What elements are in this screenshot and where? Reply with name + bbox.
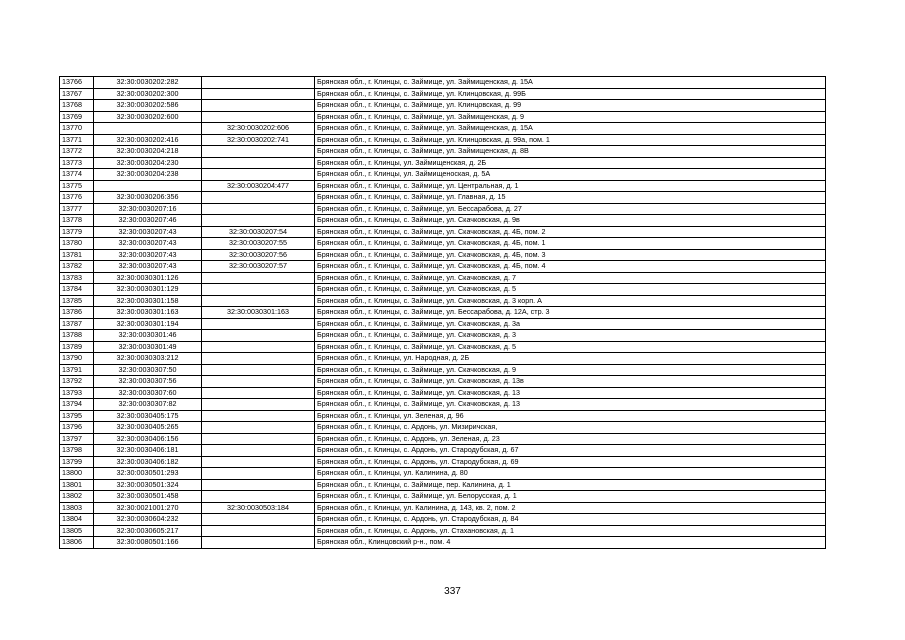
cadastral-number-2-cell xyxy=(202,525,315,537)
table-row xyxy=(60,111,826,123)
row-number-cell: 13778 xyxy=(60,215,94,227)
address-cell: Брянская обл., г. Клинцы, с. Ардонь, ул. Стародубская, д. 67 xyxy=(315,445,826,457)
cadastral-number-2-cell: 32:30:0030301:163 xyxy=(202,307,315,319)
cadastral-number-2-cell: 32:30:0030207:56 xyxy=(202,249,315,261)
cadastral-number-cell: 32:30:0030207:46 xyxy=(94,215,202,227)
row-number-cell: 13766 xyxy=(60,77,94,89)
table-row xyxy=(60,169,826,181)
address-cell: Брянская обл., г. Клинцы, с. Займище, ул. Скачковская, д. 13 xyxy=(315,387,826,399)
row-number-cell: 13793 xyxy=(60,387,94,399)
cadastral-number-cell: 32:30:0030202:600 xyxy=(94,111,202,123)
cadastral-number-2-cell xyxy=(202,88,315,100)
cadastral-number-cell: 32:30:0030301:158 xyxy=(94,295,202,307)
address-cell: Брянская обл., г. Клинцы, с. Займище, ул. Займищенская, д. 15А xyxy=(315,123,826,135)
row-number-cell: 13774 xyxy=(60,169,94,181)
row-number-cell: 13802 xyxy=(60,491,94,503)
address-cell: Брянская обл., Клинцовский р-н., пом. 4 xyxy=(315,537,826,549)
table-row xyxy=(60,203,826,215)
table-row xyxy=(60,284,826,296)
table-row xyxy=(60,88,826,100)
row-number-cell: 13775 xyxy=(60,180,94,192)
table-row xyxy=(60,514,826,526)
cadastral-number-2-cell xyxy=(202,410,315,422)
row-number-cell: 13796 xyxy=(60,422,94,434)
address-cell: Брянская обл., г. Клинцы, с. Займище, ул. Займищенская, д. 8В xyxy=(315,146,826,158)
address-cell: Брянская обл., г. Клинцы, с. Займище, ул. Скачковская, д. 4Б, пом. 3 xyxy=(315,249,826,261)
cadastral-number-cell: 32:30:0030501:324 xyxy=(94,479,202,491)
row-number-cell: 13780 xyxy=(60,238,94,250)
table-row xyxy=(60,215,826,227)
table-row xyxy=(60,341,826,353)
table-row xyxy=(60,180,826,192)
table-row xyxy=(60,134,826,146)
table-row xyxy=(60,318,826,330)
address-cell: Брянская обл., г. Клинцы, с. Займище, ул. Скачковская, д. 7 xyxy=(315,272,826,284)
cadastral-number-2-cell xyxy=(202,537,315,549)
address-cell: Брянская обл., г. Клинцы, с. Займище, ул. Клинцовская, д. 99а, пом. 1 xyxy=(315,134,826,146)
cadastral-number-cell: 32:30:0030301:49 xyxy=(94,341,202,353)
row-number-cell: 13801 xyxy=(60,479,94,491)
cadastral-number-cell: 32:30:0030307:56 xyxy=(94,376,202,388)
cadastral-number-cell: 32:30:0030301:126 xyxy=(94,272,202,284)
cadastral-number-2-cell: 32:30:0030207:54 xyxy=(202,226,315,238)
address-cell: Брянская обл., г. Клинцы, с. Займище, ул. Скачковская, д. 4Б, пом. 2 xyxy=(315,226,826,238)
table-row xyxy=(60,376,826,388)
address-cell: Брянская обл., г. Клинцы, с. Займище, ул. Белорусская, д. 1 xyxy=(315,491,826,503)
cadastral-number-cell: 32:30:0030501:458 xyxy=(94,491,202,503)
row-number-cell: 13798 xyxy=(60,445,94,457)
cadastral-number-2-cell xyxy=(202,341,315,353)
table-row xyxy=(60,387,826,399)
cadastral-number-2-cell xyxy=(202,295,315,307)
address-cell: Брянская обл., г. Клинцы, с. Займище, ул. Скачковская, д. 13в xyxy=(315,376,826,388)
row-number-cell: 13794 xyxy=(60,399,94,411)
page-number: 337 xyxy=(444,586,461,597)
cadastral-number-2-cell xyxy=(202,445,315,457)
table-row xyxy=(60,399,826,411)
table-row xyxy=(60,123,826,135)
row-number-cell: 13770 xyxy=(60,123,94,135)
cadastral-number-cell: 32:30:0030206:356 xyxy=(94,192,202,204)
cadastral-number-2-cell xyxy=(202,215,315,227)
cadastral-number-2-cell xyxy=(202,318,315,330)
cadastral-number-2-cell xyxy=(202,479,315,491)
cadastral-number-cell: 32:30:0030207:43 xyxy=(94,249,202,261)
table-row xyxy=(60,261,826,273)
row-number-cell: 13767 xyxy=(60,88,94,100)
cadastral-number-cell: 32:30:0030604:232 xyxy=(94,514,202,526)
table-row xyxy=(60,433,826,445)
row-number-cell: 13785 xyxy=(60,295,94,307)
cadastral-number-2-cell xyxy=(202,77,315,89)
address-cell: Брянская обл., г. Клинцы, с. Ардонь, ул. Зеленая, д. 23 xyxy=(315,433,826,445)
cadastral-number-cell: 32:30:0030301:46 xyxy=(94,330,202,342)
cadastral-number-cell: 32:30:0030207:43 xyxy=(94,261,202,273)
cadastral-number-cell: 32:30:0030207:16 xyxy=(94,203,202,215)
cadastral-number-cell: 32:30:0030303:212 xyxy=(94,353,202,365)
cadastral-number-2-cell xyxy=(202,468,315,480)
cadastral-number-2-cell xyxy=(202,111,315,123)
cadastral-number-cell: 32:30:0030202:282 xyxy=(94,77,202,89)
cadastral-number-2-cell xyxy=(202,169,315,181)
address-cell: Брянская обл., г. Клинцы, с. Займище, ул. Займищенская, д. 15А xyxy=(315,77,826,89)
cadastral-number-2-cell xyxy=(202,284,315,296)
row-number-cell: 13787 xyxy=(60,318,94,330)
cadastral-number-cell: 32:30:0030406:156 xyxy=(94,433,202,445)
address-cell: Брянская обл., г. Клинцы, с. Займище, ул. Скачковская, д. 3 xyxy=(315,330,826,342)
row-number-cell: 13806 xyxy=(60,537,94,549)
row-number-cell: 13786 xyxy=(60,307,94,319)
address-cell: Брянская обл., г. Клинцы, с. Ардонь, ул. Мизиричская, xyxy=(315,422,826,434)
cadastral-number-2-cell xyxy=(202,364,315,376)
row-number-cell: 13779 xyxy=(60,226,94,238)
cadastral-number-2-cell xyxy=(202,146,315,158)
cadastral-number-2-cell: 32:30:0030204:477 xyxy=(202,180,315,192)
address-cell: Брянская обл., г. Клинцы, ул. Займищеноская, д. 5А xyxy=(315,169,826,181)
row-number-cell: 13769 xyxy=(60,111,94,123)
cadastral-number-cell: 32:30:0030405:175 xyxy=(94,410,202,422)
address-cell: Брянская обл., г. Клинцы, с. Займище, ул. Главная, д. 15 xyxy=(315,192,826,204)
row-number-cell: 13773 xyxy=(60,157,94,169)
cadastral-number-cell: 32:30:0030406:182 xyxy=(94,456,202,468)
cadastral-number-2-cell xyxy=(202,491,315,503)
address-cell: Брянская обл., г. Клинцы, с. Займище, ул. Скачковская, д. 4Б, пом. 1 xyxy=(315,238,826,250)
cadastral-number-2-cell xyxy=(202,353,315,365)
cadastral-number-2-cell xyxy=(202,387,315,399)
address-cell: Брянская обл., г. Клинцы, с. Займище, ул. Скачковская, д. 4Б, пом. 4 xyxy=(315,261,826,273)
row-number-cell: 13771 xyxy=(60,134,94,146)
cadastral-number-cell xyxy=(94,180,202,192)
cadastral-number-cell: 32:30:0030301:194 xyxy=(94,318,202,330)
cadastral-number-2-cell xyxy=(202,376,315,388)
address-cell: Брянская обл., г. Клинцы, с. Займище, ул. Центральная, д. 1 xyxy=(315,180,826,192)
row-number-cell: 13782 xyxy=(60,261,94,273)
cadastral-number-cell: 32:30:0030202:300 xyxy=(94,88,202,100)
cadastral-number-cell: 32:30:0030307:50 xyxy=(94,364,202,376)
address-cell: Брянская обл., г. Клинцы, ул. Калинина, д. 143, кв. 2, пом. 2 xyxy=(315,502,826,514)
cadastral-number-cell: 32:30:0021001:270 xyxy=(94,502,202,514)
address-cell: Брянская обл., г. Клинцы, с. Займище, ул. Скачковская, д. 13 xyxy=(315,399,826,411)
row-number-cell: 13783 xyxy=(60,272,94,284)
table-row xyxy=(60,100,826,112)
address-cell: Брянская обл., г. Клинцы, с. Займище, ул. Скачковская, д. 5 xyxy=(315,284,826,296)
cadastral-number-2-cell xyxy=(202,330,315,342)
cadastral-number-2-cell xyxy=(202,514,315,526)
row-number-cell: 13799 xyxy=(60,456,94,468)
address-cell: Брянская обл., г. Клинцы, ул. Народная, д. 2Б xyxy=(315,353,826,365)
address-cell: Брянская обл., г. Клинцы, с. Займище, ул. Скачковская, д. 5 xyxy=(315,341,826,353)
cadastral-number-2-cell xyxy=(202,203,315,215)
cadastral-number-2-cell: 32:30:0030202:606 xyxy=(202,123,315,135)
row-number-cell: 13777 xyxy=(60,203,94,215)
address-cell: Брянская обл., г. Клинцы, ул. Зеленая, д. 96 xyxy=(315,410,826,422)
address-cell: Брянская обл., г. Клинцы, с. Займище, ул. Скачковская, д. 3а xyxy=(315,318,826,330)
cadastral-number-cell: 32:30:0030301:163 xyxy=(94,307,202,319)
row-number-cell: 13772 xyxy=(60,146,94,158)
row-number-cell: 13804 xyxy=(60,514,94,526)
table-row xyxy=(60,479,826,491)
address-cell: Брянская обл., г. Клинцы, с. Займище, ул. Клинцовская, д. 99Б xyxy=(315,88,826,100)
row-number-cell: 13781 xyxy=(60,249,94,261)
cadastral-number-cell: 32:30:0030207:43 xyxy=(94,226,202,238)
cadastral-number-2-cell xyxy=(202,456,315,468)
table-row xyxy=(60,307,826,319)
cadastral-number-2-cell xyxy=(202,272,315,284)
cadastral-number-cell: 32:30:0030307:60 xyxy=(94,387,202,399)
table-row xyxy=(60,502,826,514)
address-cell: Брянская обл., г. Клинцы, с. Займище, ул. Бессарабова, д. 12А, стр. 3 xyxy=(315,307,826,319)
table-row xyxy=(60,77,826,89)
address-cell: Брянская обл., г. Клинцы, ул. Калинина, д. 80 xyxy=(315,468,826,480)
row-number-cell: 13800 xyxy=(60,468,94,480)
cadastral-number-2-cell xyxy=(202,399,315,411)
table-row xyxy=(60,525,826,537)
row-number-cell: 13805 xyxy=(60,525,94,537)
table-row xyxy=(60,364,826,376)
cadastral-number-2-cell xyxy=(202,157,315,169)
address-cell: Брянская обл., г. Клинцы, с. Займище, ул. Скачковская, д. 9в xyxy=(315,215,826,227)
cadastral-number-cell: 32:30:0030204:230 xyxy=(94,157,202,169)
cadastral-number-cell: 32:30:0080501:166 xyxy=(94,537,202,549)
cadastral-number-cell: 32:30:0030301:129 xyxy=(94,284,202,296)
table-row xyxy=(60,330,826,342)
address-cell: Брянская обл., г. Клинцы, ул. Займищенская, д. 2Б xyxy=(315,157,826,169)
address-cell: Брянская обл., г. Клинцы, с. Займище, ул. Займищенская, д. 9 xyxy=(315,111,826,123)
table-row xyxy=(60,468,826,480)
table-row xyxy=(60,226,826,238)
row-number-cell: 13776 xyxy=(60,192,94,204)
cadastral-number-cell: 32:30:0030405:265 xyxy=(94,422,202,434)
table-row xyxy=(60,537,826,549)
row-number-cell: 13789 xyxy=(60,341,94,353)
row-number-cell: 13768 xyxy=(60,100,94,112)
cadastral-number-2-cell: 32:30:0030503:184 xyxy=(202,502,315,514)
cadastral-number-cell: 32:30:0030202:416 xyxy=(94,134,202,146)
cadastral-number-cell: 32:30:0030204:238 xyxy=(94,169,202,181)
cadastral-number-2-cell: 32:30:0030202:741 xyxy=(202,134,315,146)
row-number-cell: 13784 xyxy=(60,284,94,296)
cadastral-number-2-cell xyxy=(202,100,315,112)
table-row xyxy=(60,410,826,422)
address-cell: Брянская обл., г. Клинцы, с. Ардонь, ул. Стародубская, д. 84 xyxy=(315,514,826,526)
table-row xyxy=(60,491,826,503)
address-cell: Брянская обл., г. Клинцы, с. Займище, ул. Скачковская, д. 3 корп. А xyxy=(315,295,826,307)
address-cell: Брянская обл., г. Клинцы, с. Займище, ул. Бессарабова, д. 27 xyxy=(315,203,826,215)
cadastral-number-cell: 32:30:0030207:43 xyxy=(94,238,202,250)
address-cell: Брянская обл., г. Клинцы, с. Ардонь, ул. Стахановская, д. 1 xyxy=(315,525,826,537)
table-row xyxy=(60,272,826,284)
row-number-cell: 13803 xyxy=(60,502,94,514)
table-row xyxy=(60,295,826,307)
table-row xyxy=(60,249,826,261)
cadastral-number-cell: 32:30:0030605:217 xyxy=(94,525,202,537)
table-row xyxy=(60,146,826,158)
row-number-cell: 13797 xyxy=(60,433,94,445)
row-number-cell: 13788 xyxy=(60,330,94,342)
registry-table-body xyxy=(60,77,826,549)
cadastral-number-2-cell xyxy=(202,422,315,434)
table-row xyxy=(60,157,826,169)
table-row xyxy=(60,192,826,204)
cadastral-number-2-cell: 32:30:0030207:57 xyxy=(202,261,315,273)
table-row xyxy=(60,422,826,434)
table-row xyxy=(60,238,826,250)
registry-table xyxy=(59,76,826,549)
address-cell: Брянская обл., г. Клинцы, с. Займище, ул. Скачковская, д. 9 xyxy=(315,364,826,376)
address-cell: Брянская обл., г. Клинцы, с. Займище, ул. Клинцовская, д. 99 xyxy=(315,100,826,112)
table-row xyxy=(60,353,826,365)
row-number-cell: 13791 xyxy=(60,364,94,376)
cadastral-number-2-cell xyxy=(202,192,315,204)
row-number-cell: 13790 xyxy=(60,353,94,365)
cadastral-number-cell: 32:30:0030202:586 xyxy=(94,100,202,112)
table-row xyxy=(60,445,826,457)
cadastral-number-cell xyxy=(94,123,202,135)
row-number-cell: 13792 xyxy=(60,376,94,388)
table-row xyxy=(60,456,826,468)
cadastral-number-cell: 32:30:0030307:82 xyxy=(94,399,202,411)
cadastral-number-2-cell: 32:30:0030207:55 xyxy=(202,238,315,250)
cadastral-number-2-cell xyxy=(202,433,315,445)
address-cell: Брянская обл., г. Клинцы, с. Ардонь, ул. Стародубская, д. 69 xyxy=(315,456,826,468)
row-number-cell: 13795 xyxy=(60,410,94,422)
cadastral-number-cell: 32:30:0030406:181 xyxy=(94,445,202,457)
cadastral-number-cell: 32:30:0030204:218 xyxy=(94,146,202,158)
address-cell: Брянская обл., г. Клинцы, с. Займище, пер. Калинина, д. 1 xyxy=(315,479,826,491)
cadastral-number-cell: 32:30:0030501:293 xyxy=(94,468,202,480)
